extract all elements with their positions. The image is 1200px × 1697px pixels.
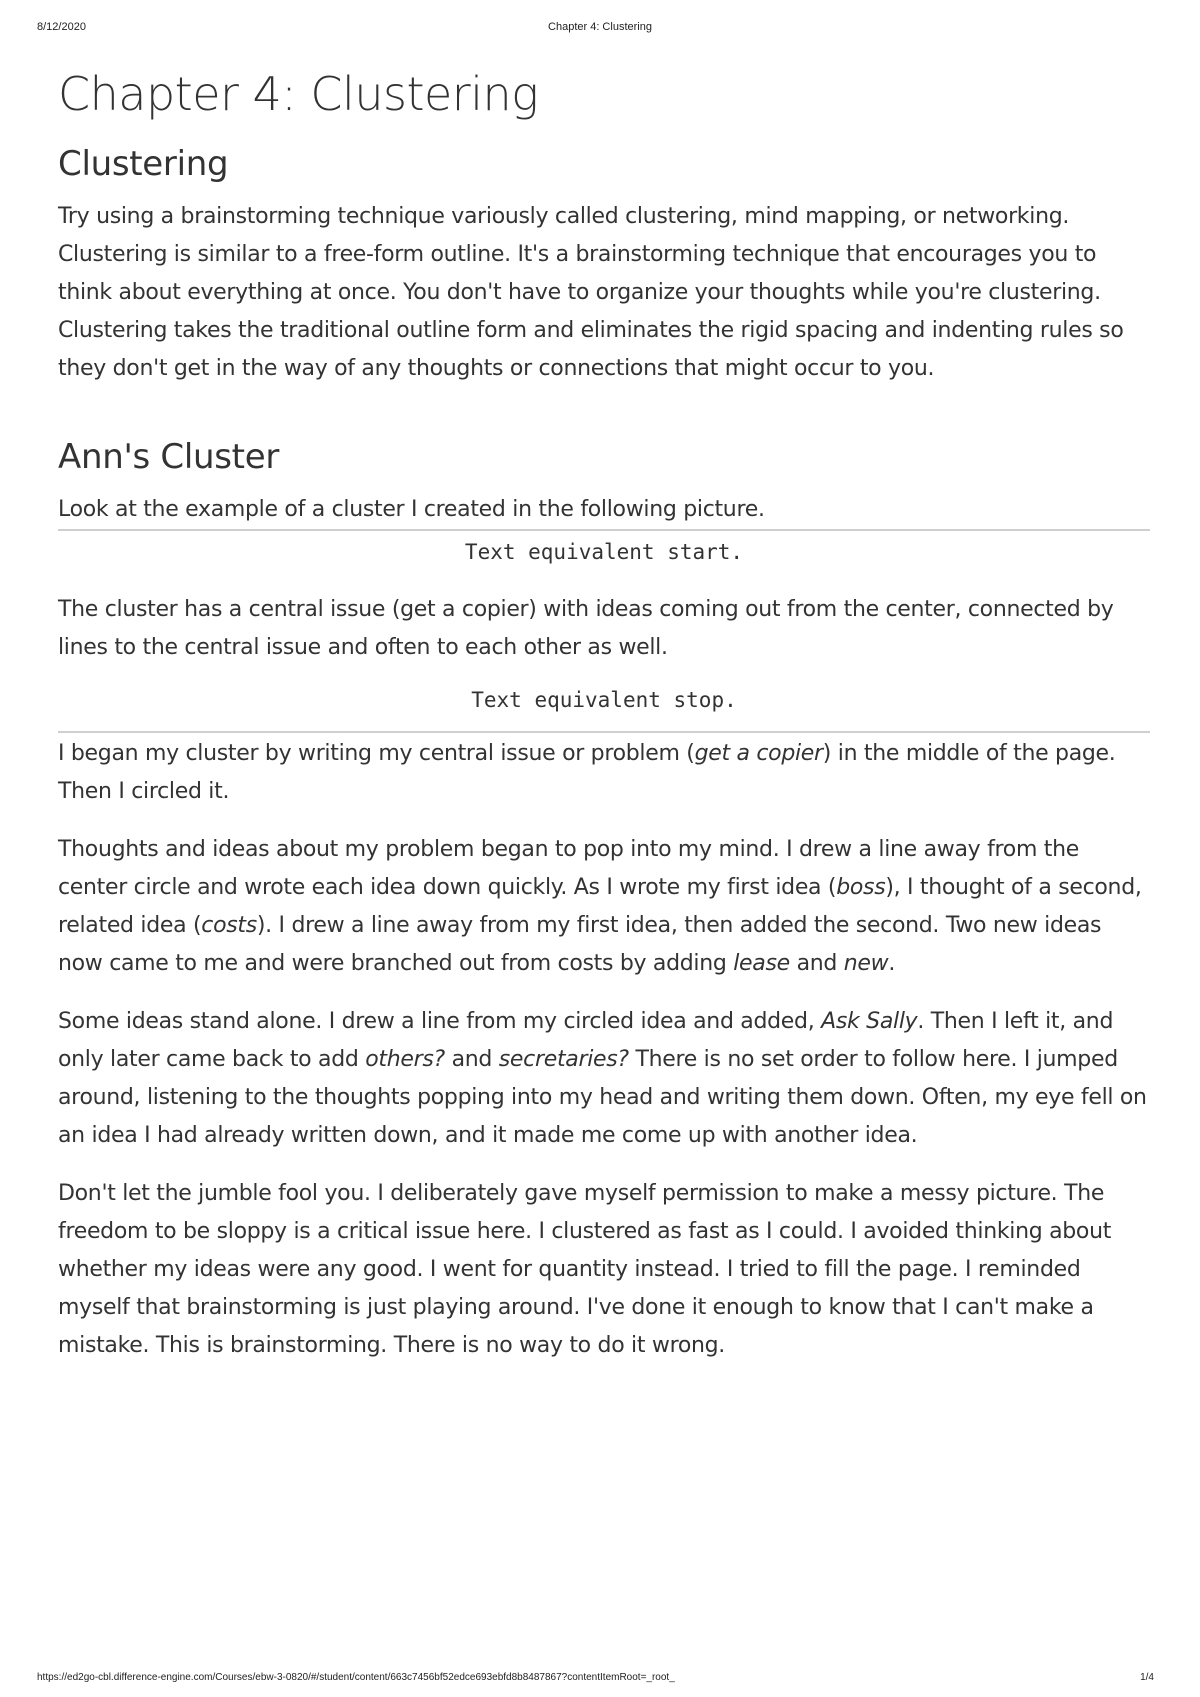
print-page-number: 1/4 <box>1140 1672 1154 1683</box>
divider-top <box>58 529 1150 531</box>
cluster-intro-paragraph: Look at the example of a cluster I created in the following picture. <box>58 497 765 523</box>
print-title: Chapter 4: Clustering <box>548 21 652 33</box>
clustering-paragraph: Try using a brainstorming technique variously called clustering, mind mapping, or networking. Clustering is similar to a free-form outline. It's a brainstorming technique that encourages you to think about everything at once. You don't have to organize your thoughts while you're clustering. Clustering takes the traditional outline form and eliminates the rigid spacing and indenting rules so they don't get in the way of any thoughts or connections that might occur to you. <box>58 203 1124 381</box>
paragraph-ideas-stand-alone: Some ideas stand alone. I drew a line from my circled idea and added, Ask Sally. Then I left it, and only later came back to add others? and secretaries? There is no set order to follow here. I jumped around, listening to the thoughts popping into my head and writing them down. Often, my eye fell on an idea I had already written down, and it made me come up with another idea. <box>58 1009 1147 1149</box>
print-url: https://ed2go-cbl.difference-engine.com/Courses/ebw-3-0820/#/student/content/663c7456bf52edce693ebfd8b8487867?contentItemRoot=_root_ <box>37 1672 675 1683</box>
divider-bottom <box>58 731 1150 733</box>
section-heading-anns-cluster: Ann's Cluster <box>58 436 280 477</box>
page-title: Chapter 4: Clustering <box>58 67 539 121</box>
print-footer <box>0 1672 1200 1688</box>
print-date: 8/12/2020 <box>37 21 86 33</box>
paragraph-jumble: Don't let the jumble fool you. I deliberately gave myself permission to make a messy picture. The freedom to be sloppy is a critical issue here. I clustered as fast as I could. I avoided thinking about whether my ideas were any good. I went for quantity instead. I tried to fill the page. I reminded myself that brainstorming is just playing around. I've done it enough to know that I can't make a mistake. This is brainstorming. There is no way to do it wrong. <box>58 1181 1112 1359</box>
paragraph-thoughts-ideas: Thoughts and ideas about my problem began to pop into my mind. I drew a line away from the center circle and wrote each idea down quickly. As I wrote my first idea (boss), I thought of a second, related idea (costs). I drew a line away from my first idea, then added the second. Two new ideas now came to me and were branched out from costs by adding lease and new. <box>58 837 1142 977</box>
section-heading-clustering: Clustering <box>58 143 229 184</box>
paragraph-began-cluster: I began my cluster by writing my central issue or problem (get a copier) in the middle of the page. Then I circled it. <box>58 741 1116 805</box>
text-equivalent-body: The cluster has a central issue (get a copier) with ideas coming out from the center, connected by lines to the central issue and often to each other as well. <box>58 597 1114 661</box>
article-content <box>58 68 1150 1365</box>
print-header <box>0 21 1200 39</box>
text-equivalent-start: Text equivalent start. <box>464 540 744 565</box>
text-equivalent-stop: Text equivalent stop. <box>471 688 737 713</box>
